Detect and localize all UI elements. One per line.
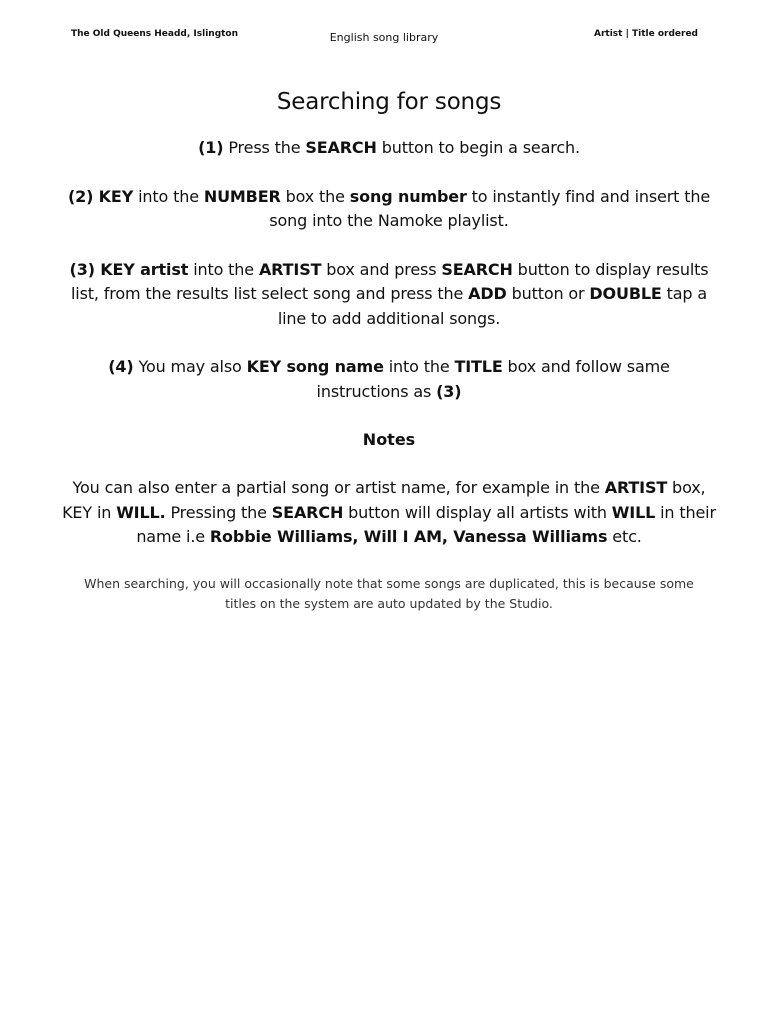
header-venue: The Old Queens Headd, Islington: [71, 29, 239, 39]
step-3-text-1: into the: [188, 259, 259, 279]
step-3-key-artist: (3) KEY artist: [69, 259, 189, 279]
notes-artist-keyword: ARTIST: [604, 478, 668, 497]
notes-paragraph: [62, 476, 716, 550]
step-3: [62, 258, 716, 332]
header-ordering: Artist | Title ordered: [593, 29, 698, 39]
step-4-ref: (3): [436, 381, 462, 401]
step-3-text-2: box and press: [321, 259, 442, 279]
step-3-add-keyword: ADD: [468, 284, 507, 303]
step-3-text-3: button to display results list, from the results list select song and press the: [70, 259, 709, 303]
step-4-text-2: into the: [383, 357, 455, 376]
header-library-title: English song library: [329, 31, 439, 44]
notes-heading: Notes: [362, 430, 416, 449]
notes-text-4: button will display all artists with: [343, 502, 612, 522]
step-2: [62, 185, 716, 234]
step-4-key-song-name: KEY song name: [246, 357, 384, 376]
step-4-number: (4): [108, 357, 134, 376]
step-3-artist-keyword: ARTIST: [258, 259, 322, 279]
step-2-text-2: box the: [280, 186, 350, 206]
step-2-number-keyword: NUMBER: [203, 186, 281, 206]
notes-search-keyword: SEARCH: [271, 502, 344, 522]
page-title: Searching for songs: [276, 89, 502, 115]
step-1: [62, 136, 716, 161]
footnote: When searching, you will occasionally note that some songs are duplicated, this is because some titles on the system are auto updated by the Studio.: [84, 575, 694, 611]
step-3-text-5: tap a line to add additional songs.: [277, 284, 708, 328]
step-3-double-keyword: DOUBLE: [589, 284, 662, 303]
step-2-song-number-keyword: song number: [349, 186, 467, 206]
step-1-search-keyword: SEARCH: [305, 138, 377, 157]
notes-text-3: Pressing the: [165, 502, 272, 522]
step-4: [62, 355, 716, 404]
step-2-text-1: into the: [133, 186, 204, 206]
step-3-text-4: button or: [506, 284, 590, 303]
notes-artist-examples: Robbie Williams, Will I AM, Vanessa Williams: [209, 527, 608, 546]
step-2-key: (2) KEY: [67, 186, 134, 206]
step-1-text-2: button to begin a search.: [376, 138, 580, 157]
notes-will-keyword-2: WILL: [611, 502, 656, 522]
step-2-text-3: to instantly find and insert the song into the Namoke playlist.: [269, 186, 711, 230]
step-4-text-1: You may also: [133, 357, 247, 376]
step-1-text-1: Press the: [223, 138, 306, 157]
notes-text-2: box, KEY in: [62, 478, 706, 522]
step-3-search-keyword: SEARCH: [441, 259, 513, 279]
notes-text-5: in their name i.e: [136, 502, 716, 546]
step-4-title-keyword: TITLE: [454, 357, 503, 376]
document-body: [62, 86, 716, 614]
step-1-number: (1): [198, 138, 224, 157]
notes-will-keyword: WILL.: [116, 502, 166, 522]
notes-text-1: You can also enter a partial song or artist name, for example in the: [72, 478, 605, 497]
step-4-text-3: box and follow same instructions as: [316, 357, 670, 401]
notes-text-6: etc.: [607, 527, 642, 546]
